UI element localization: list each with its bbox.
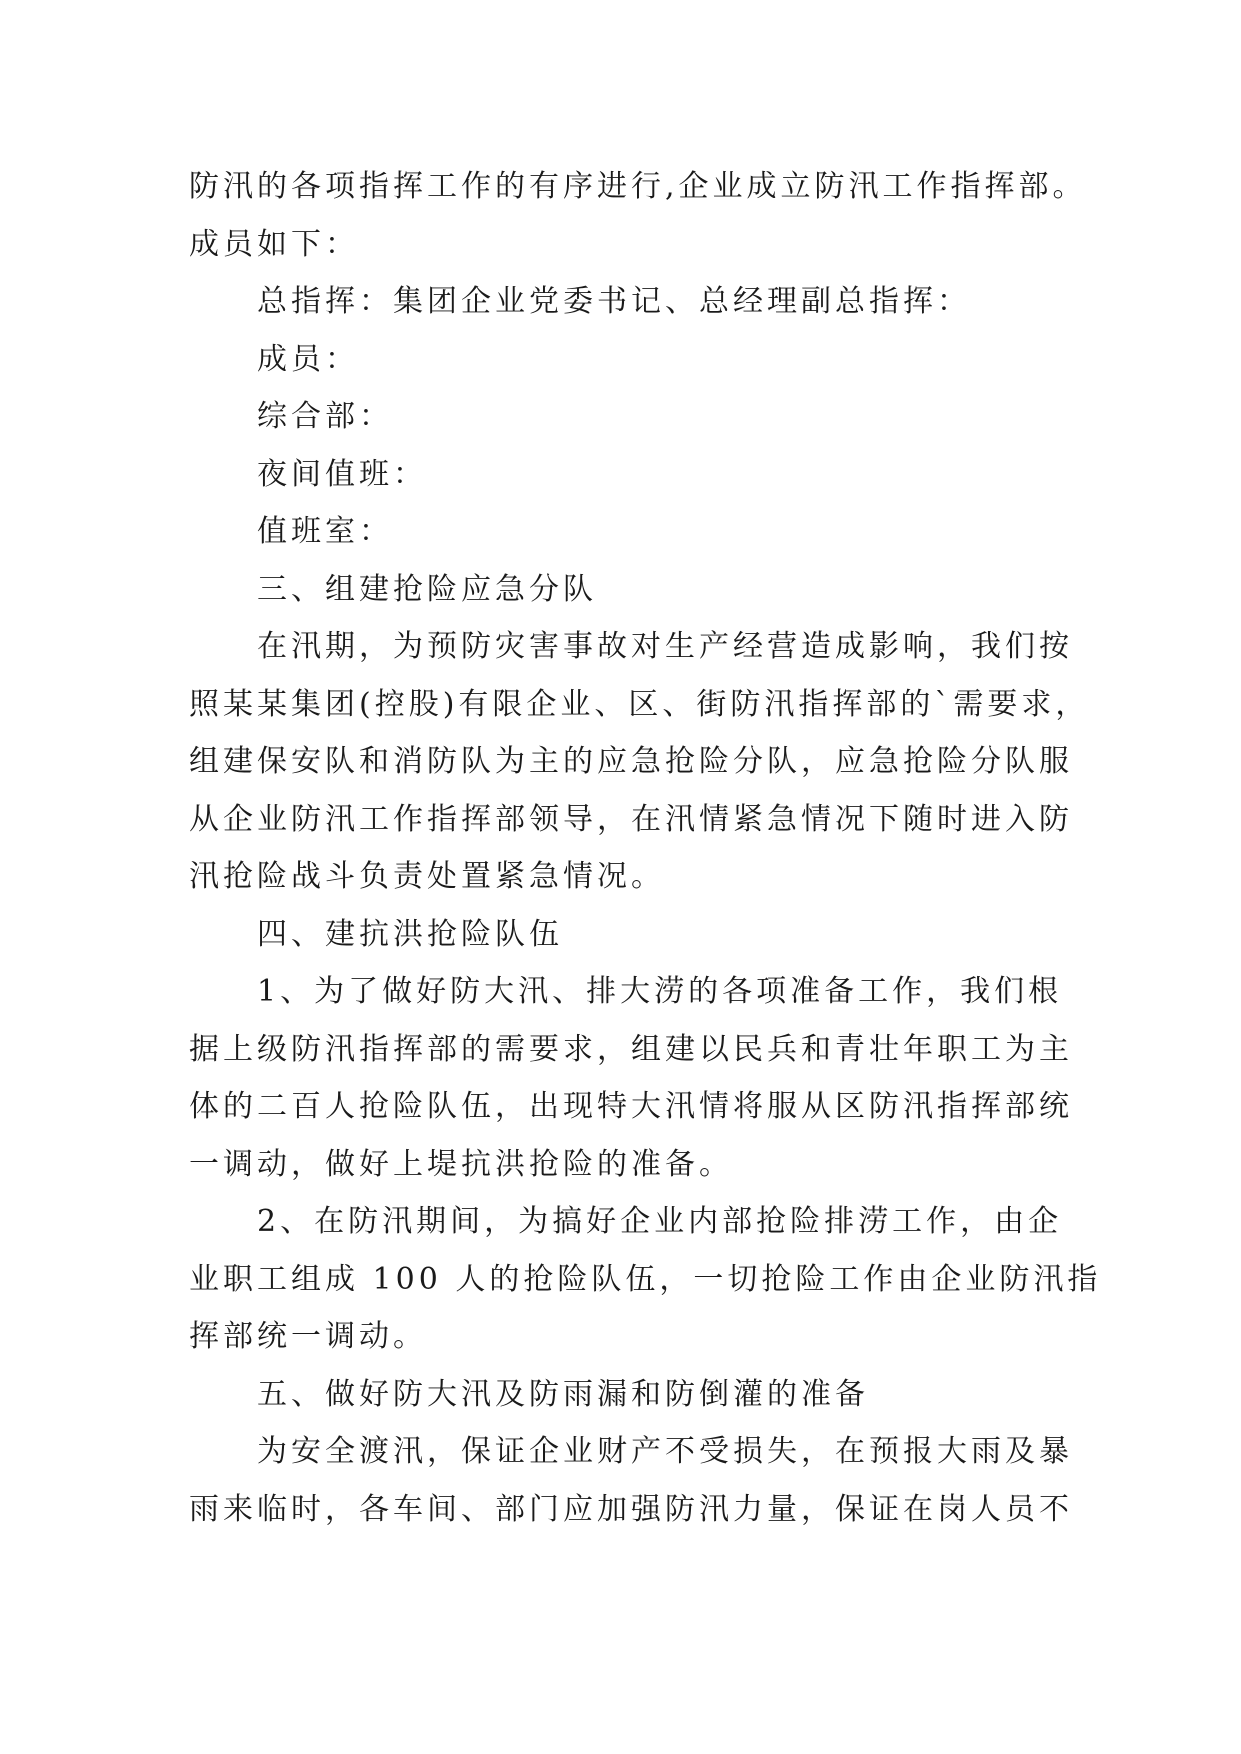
paragraph-line: 为安全渡汛，保证企业财产不受损失，在预报大雨及暴: [257, 1434, 1073, 1469]
section-heading-4: 四、建抗洪抢险队伍: [257, 916, 563, 952]
paragraph-line: 2、在防汛期间，为搞好企业内部抢险排涝工作，由企: [257, 1204, 1063, 1239]
paragraph-line: 组建保安队和消防队为主的应急抢险分队，应急抢险分队服: [189, 744, 1073, 779]
general-dept-line: 综合部：: [257, 399, 393, 434]
paragraph-line: 成员如下：: [189, 226, 359, 262]
members-line: 成员：: [257, 341, 359, 377]
document-body: [189, 158, 1102, 1538]
paragraph-line: 照某某集团(控股)有限企业、区、街防汛指挥部的`需要求，: [189, 686, 1090, 722]
paragraph-line: 挥部统一调动。: [189, 1319, 427, 1354]
commander-line: 总指挥：集团企业党委书记、总经理副总指挥：: [257, 284, 971, 319]
paragraph-line: 一调动，做好上堤抗洪抢险的准备。: [189, 1146, 733, 1182]
paragraph-line: 从企业防汛工作指挥部领导，在汛情紧急情况下随时进入防: [189, 801, 1073, 837]
paragraph-line: 雨来临时，各车间、部门应加强防汛力量，保证在岗人员不: [189, 1491, 1073, 1527]
duty-room-line: 值班室：: [257, 514, 393, 549]
paragraph-line: 防汛的各项指挥工作的有序进行,企业成立防汛工作指挥部。: [189, 169, 1087, 204]
paragraph-line: 汛抢险战斗负责处置紧急情况。: [189, 859, 665, 894]
paragraph-line: 1、为了做好防大汛、排大涝的各项准备工作，我们根: [257, 974, 1063, 1009]
night-duty-line: 夜间值班：: [257, 456, 427, 492]
paragraph-line: 据上级防汛指挥部的需要求，组建以民兵和青壮年职工为主: [189, 1031, 1073, 1067]
section-heading-3: 三、组建抢险应急分队: [257, 571, 597, 607]
paragraph-line: 体的二百人抢险队伍，出现特大汛情将服从区防汛指挥部统: [189, 1089, 1073, 1124]
section-heading-5: 五、做好防大汛及防雨漏和防倒灌的准备: [257, 1376, 869, 1412]
paragraph-line: 在汛期，为预防灾害事故对生产经营造成影响，我们按: [257, 629, 1073, 664]
paragraph-line: 业职工组成 100 人的抢险队伍，一切抢险工作由企业防汛指: [189, 1261, 1102, 1297]
